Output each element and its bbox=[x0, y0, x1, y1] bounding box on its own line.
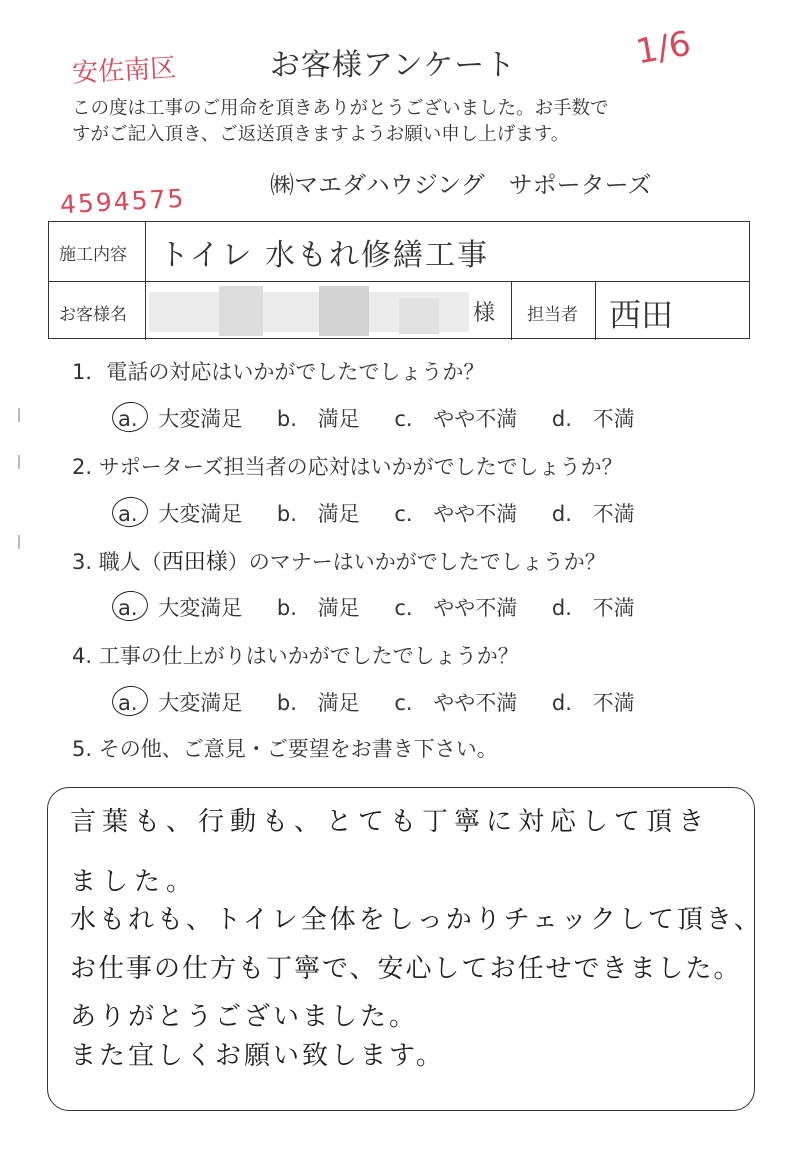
redacted-block bbox=[219, 286, 263, 336]
comment-line: 水もれも、トイレ全体をしっかりチェックして頂き、 bbox=[70, 905, 763, 935]
comment-line: 言葉も、行動も、とても丁寧に対応して頂き bbox=[70, 807, 711, 837]
table-divider bbox=[145, 222, 146, 340]
option-d-letter: d. bbox=[551, 596, 572, 620]
company-name: ㈱マエダハウジング サポーターズ bbox=[270, 171, 652, 199]
option-b-label: 満足 bbox=[317, 596, 360, 620]
info-table bbox=[48, 221, 750, 339]
option-c-label: やや不満 bbox=[433, 691, 518, 715]
option-a-label: 大変満足 bbox=[158, 596, 243, 620]
option-d-label: 不満 bbox=[592, 691, 635, 715]
option-c-letter: c. bbox=[394, 502, 413, 526]
comment-line: お仕事の仕方も丁寧で、安心してお任せできました。 bbox=[70, 954, 742, 984]
option-c-label: やや不満 bbox=[433, 596, 518, 620]
honorific: 様 bbox=[473, 301, 496, 326]
question-4: 4. 工事の仕上がりはいかがでしたでしょうか？ bbox=[72, 644, 519, 668]
option-d-letter: d. bbox=[551, 691, 572, 715]
question-3-pre: 3. 職人（ bbox=[72, 550, 162, 574]
margin-mark bbox=[18, 535, 20, 549]
option-b-letter: b. bbox=[276, 502, 297, 526]
question-2: 2. サポーターズ担当者の応対はいかがでしたでしょうか？ bbox=[72, 455, 623, 479]
work-label: 施工内容 bbox=[59, 245, 127, 265]
option-a-letter: a. bbox=[118, 502, 138, 526]
intro-line-2: すがご記入頂き、ご返送頂きますようお願い申し上げます。 bbox=[72, 124, 570, 145]
option-d-label: 不満 bbox=[592, 502, 635, 526]
customer-label: お客様名 bbox=[59, 305, 127, 325]
option-c-letter: c. bbox=[394, 691, 413, 715]
option-d-label: 不満 bbox=[592, 407, 635, 431]
options-1 bbox=[118, 403, 635, 433]
option-c-label: やや不満 bbox=[433, 407, 518, 431]
handwritten-ward: 安佐南区 bbox=[71, 53, 177, 89]
redacted-block bbox=[319, 286, 369, 336]
option-d-letter: d. bbox=[551, 502, 572, 526]
question-3-handwritten-name: 西田様 bbox=[161, 550, 228, 575]
intro-text bbox=[72, 96, 752, 148]
option-a-letter: a. bbox=[118, 596, 138, 620]
work-value: トイレ 水もれ修繕工事 bbox=[159, 238, 490, 273]
comment-line: ました。 bbox=[70, 867, 199, 897]
table-divider bbox=[595, 281, 596, 340]
margin-mark bbox=[18, 455, 20, 469]
question-3-post: ）のマナーはいかがでしたでしょうか？ bbox=[227, 550, 606, 574]
table-divider bbox=[49, 281, 749, 282]
option-b-label: 満足 bbox=[317, 691, 360, 715]
comment-line: また宜しくお願い致します。 bbox=[70, 1041, 445, 1071]
handwritten-number: 4594575 bbox=[59, 183, 187, 220]
redacted-block bbox=[399, 298, 439, 334]
option-d-label: 不満 bbox=[592, 596, 635, 620]
option-b-letter: b. bbox=[276, 407, 297, 431]
comment-line: ありがとうございました。 bbox=[70, 1002, 419, 1032]
option-b-letter: b. bbox=[276, 596, 297, 620]
option-a-label: 大変満足 bbox=[158, 407, 243, 431]
option-c-letter: c. bbox=[394, 407, 413, 431]
options-2 bbox=[118, 498, 635, 528]
option-b-label: 満足 bbox=[317, 407, 360, 431]
option-a-letter: a. bbox=[118, 407, 138, 431]
option-b-label: 満足 bbox=[317, 502, 360, 526]
question-5: 5. その他、ご意見・ご要望をお書き下さい。 bbox=[72, 737, 498, 761]
margin-mark bbox=[18, 408, 20, 422]
staff-value: 西田 bbox=[609, 296, 674, 334]
option-c-letter: c. bbox=[394, 596, 413, 620]
option-a-label: 大変満足 bbox=[158, 502, 243, 526]
table-divider bbox=[511, 281, 512, 340]
staff-label: 担当者 bbox=[527, 305, 578, 325]
option-d-letter: d. bbox=[551, 407, 572, 431]
option-a-letter: a. bbox=[118, 691, 138, 715]
intro-line-1: この度は工事のご用命を頂きありがとうございました。お手数で bbox=[72, 98, 609, 119]
page-title: お客様アンケート bbox=[269, 48, 517, 83]
question-3 bbox=[72, 545, 606, 576]
option-b-letter: b. bbox=[276, 691, 297, 715]
handwritten-date: 1/6 bbox=[632, 23, 694, 73]
question-1: 1．電話の対応はいかがでしたでしょうか？ bbox=[72, 360, 485, 384]
option-a-label: 大変満足 bbox=[158, 691, 243, 715]
options-3 bbox=[118, 592, 635, 622]
options-4 bbox=[118, 687, 635, 717]
option-c-label: やや不満 bbox=[433, 502, 518, 526]
